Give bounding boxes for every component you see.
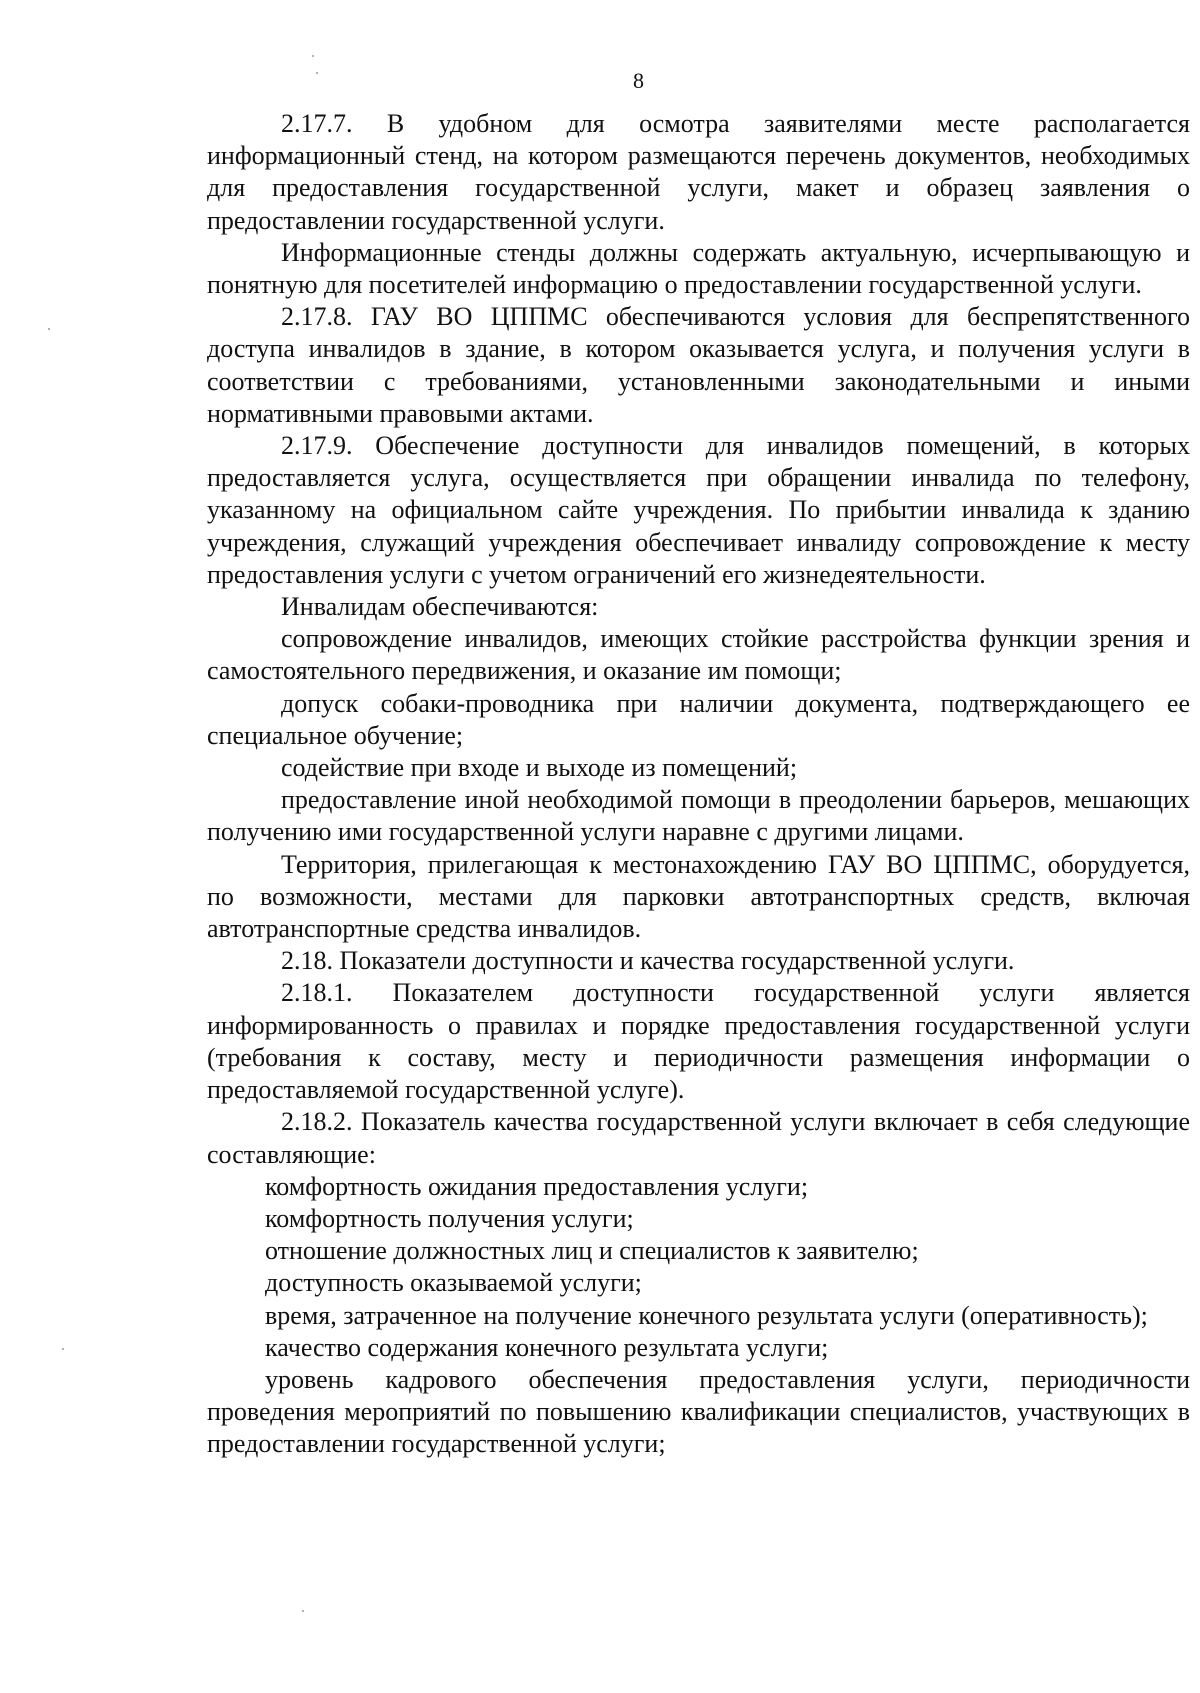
list-item-result-quality: качество содержания конечного результата услуги; <box>265 1332 829 1362</box>
list-item-staff-attitude: отношение должностных лиц и специалистов к заявителю; <box>265 1236 919 1266</box>
paragraph-2-18: 2.18. Показатели доступности и качества государственной услуги. <box>281 946 1015 976</box>
page-number: 8 <box>633 68 644 93</box>
paragraph-2-17-9: 2.17.9. Обеспечение доступности для инвалидов помещений, в которых предоставляется услуга, осуществляется при обращении инвалида по телефону, указанному на официальном сайте учреждения. По прибытии инвалида к зданию учреждения, служащий учреждения обеспечивает инвалиду сопровождение к месту предоставления услуги с учетом ограничений его жизнедеятельности. <box>207 431 1190 589</box>
paragraph-disabled-provided: Инвалидам обеспечиваются: <box>281 592 599 622</box>
list-item-guide-dog: допуск собаки-проводника при наличии документа, подтверждающего ее специальное обучение; <box>207 688 1190 750</box>
scan-speck <box>62 1348 64 1350</box>
paragraph-territory: Территория, прилегающая к местонахождению ГАУ ВО ЦППМС, оборудуется, по возможности, местами для парковки автотранспортных средств, включая автотранспортные средства инвалидов. <box>207 849 1190 944</box>
scan-speck <box>48 328 50 330</box>
list-item-escort: сопровождение инвалидов, имеющих стойкие расстройства функции зрения и самостоятельного передвижения, и оказание им помощи; <box>207 624 1190 686</box>
list-item-staffing-level: уровень кадрового обеспечения предоставления услуги, периодичности проведения мероприятий по повышению квалификации специалистов, участвующих в предоставлении государственной услуги; <box>207 1364 1190 1459</box>
paragraph-2-18-2: 2.18.2. Показатель качества государственной услуги включает в себя следующие составляющие: <box>207 1107 1190 1169</box>
scan-speck <box>302 1610 304 1612</box>
list-item-time-spent: время, затраченное на получение конечного результата услуги (оперативность); <box>265 1300 1148 1330</box>
paragraph-2-18-1: 2.18.1. Показателем доступности государственной услуги является информированность о правилах и порядке предоставления государственной услуги (требования к составу, месту и периодичности размещения информации о предоставляемой государственной услуге). <box>207 978 1190 1105</box>
paragraph-2-17-7: 2.17.7. В удобном для осмотра заявителями месте располагается информационный стенд, на котором размещаются перечень документов, необходимых для предоставления государственной услуги, макет и образец заявления о предоставлении государственной услуги. <box>207 109 1190 235</box>
list-item-waiting-comfort: комфортность ожидания предоставления услуги; <box>265 1171 809 1201</box>
scan-speck <box>312 55 314 57</box>
paragraph-info-stands: Информационные стенды должны содержать актуальную, исчерпывающую и понятную для посетителей информацию о предоставлении государственной услуги. <box>207 237 1190 300</box>
list-item-receiving-comfort: комфортность получения услуги; <box>265 1203 634 1233</box>
document-body <box>207 108 1190 1461</box>
list-item-entry-exit: содействие при входе и выходе из помещений; <box>281 753 798 783</box>
list-item-other-help: предоставление иной необходимой помощи в преодолении барьеров, мешающих получению ими государственной услуги наравне с другими лицами. <box>207 785 1190 847</box>
paragraph-2-17-8: 2.17.8. ГАУ ВО ЦППМС обеспечиваются условия для беспрепятственного доступа инвалидов в здание, в котором оказывается услуга, и получения услуги в соответствии с требованиями, установленными законодательными и иными нормативными правовыми актами. <box>207 302 1190 428</box>
list-item-accessibility: доступность оказываемой услуги; <box>265 1268 642 1298</box>
